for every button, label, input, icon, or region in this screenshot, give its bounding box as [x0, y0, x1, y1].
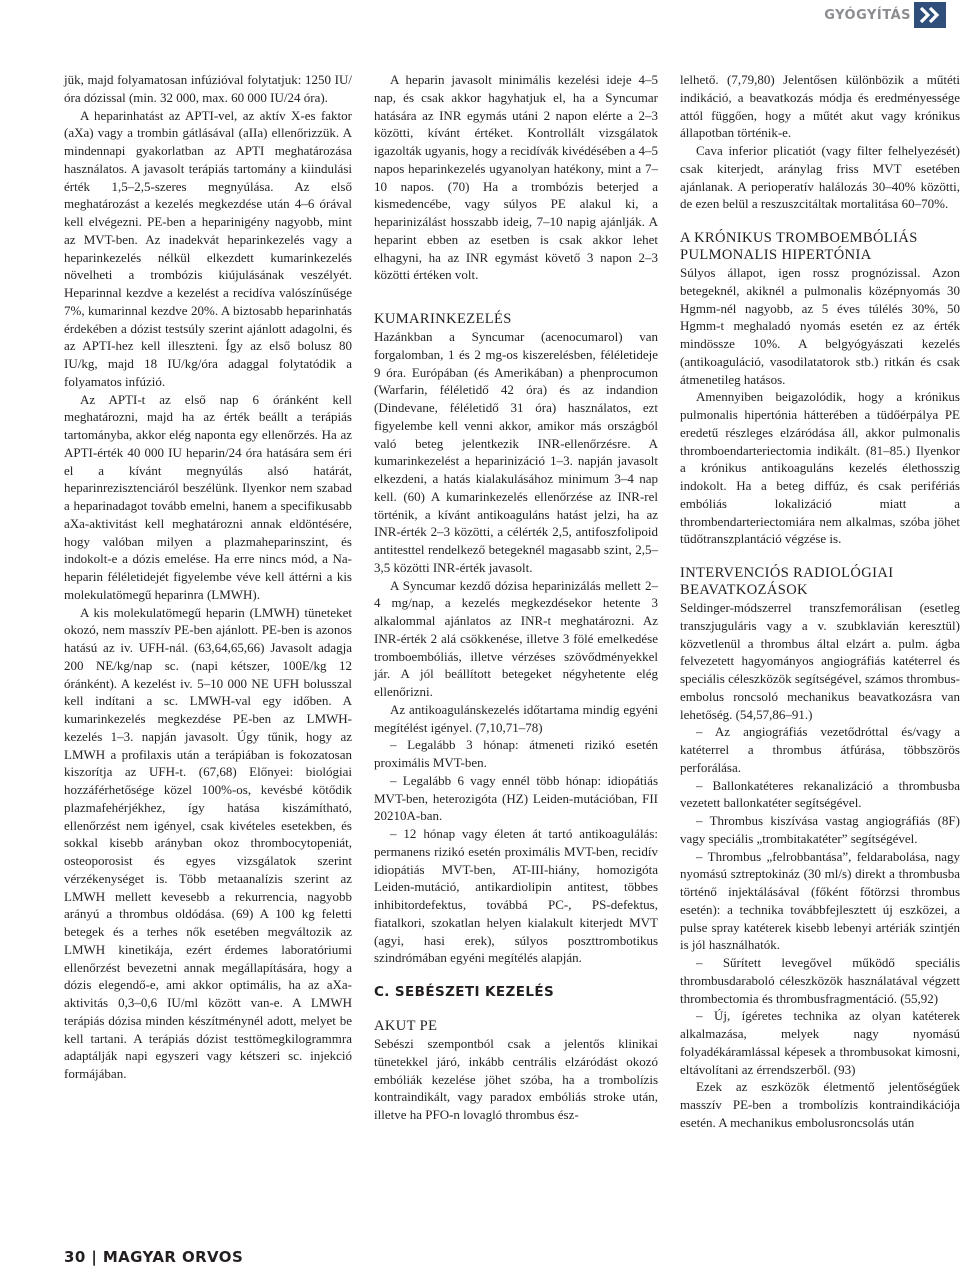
column-2: [374, 71, 658, 1124]
paragraph: Seldinger-módszerrel transzfemorálisan (esetleg transzjuguláris vagy a v. szubklavián keresztül) közvetlenül a thrombus által elzárt a. pulm. ágba felvezetett hagyományos angiográfiás katéterrel és speciális céleszközök segítségével, számos thrombus-embolus roncsoló mechanikus beavatkozásra van lehetőség. (54,57,86–91.): [680, 600, 960, 722]
list-item: – Thrombus kiszívása vastag angiográfiás (8F) vagy speciális „trombitakatéter” segítségével.: [680, 813, 960, 846]
footer-separator: |: [91, 1248, 98, 1266]
paragraph: Cava inferior plicatiót (vagy filter felhelyezését) csak kiterjedt, aránylag friss MVT esetében ajánlanak. A perioperatív halálozás 30–40% közötti, de ezen belül a reszuszcitáltak mortalitása 60–70%.: [680, 143, 960, 212]
paragraph: jük, majd folyamatosan infúzióval folytatjuk: 1250 IU/óra dózissal (min. 32 000, max. 60 000 IU/24 óra).: [64, 72, 352, 105]
heading-akut-pe: AKUT PE: [374, 1018, 438, 1034]
paragraph: A heparinhatást az APTI-vel, az aktív X-es faktor (aXa) vagy a trombin gátlásával (aIIa) ellenőrizzük. A mindennapi gyakorlatban az APTI meghatározása használatos. A javasolt terápiás tartomány a kiindulási érték 1,5–2,5-szeres megnyúlása. Az első meghatározást a kezelés megkezdése után 4–6 órával kell elvégezni. PE-ben a heparinigény nagyobb, mint az MVT-ben. Az inadekvát heparinkezelés vagy a heparinkezelés nélkül elkezdett kumarinkezelés növelheti a trombózis kiújulásának veszélyét. Heparinnal kezdve a kezelést a recidíva valószínűsége 7%, kumarinnal kezdve 20%. A biztosabb heparinhatás érdekében a dózist testsúly szerint ajánlott adagolni, és az APTI-hez kell illeszteni. Így az első bolusz 80 IU/kg, majd 18 IU/kg/óra adaggal folytatódik a folyamatos infúzió.: [64, 107, 352, 389]
heading-kumarinkezeles: KUMARINKEZELÉS: [374, 311, 512, 327]
heading-section-c: C. SEBÉSZETI KEZELÉS: [374, 984, 555, 1000]
paragraph: A heparin javasolt minimális kezelési ideje 4–5 nap, és csak akkor hagyhatjuk el, ha a Syncumar hatására az INR egymás utáni 2 napon elérte a 2–3 közötti, kívánt értéket. Kontrollált vizsgálatok igazolták ugyanis, hogy a recidívák kivédésében a 4–5 napos heparinkezelés ugyanolyan hatékony, mint a 7–10 napos. (70) Ha a trombózis beterjed a kismedencébe, vagy súlyos PE alakul ki, a heparinizálást hosszabb ideig, 7–10 napig ajánlják. A heparint ebben az esetben is csak akkor lehet elhagyni, ha az INR egymást követő 3 napon 2–3 közötti értéken volt.: [374, 72, 658, 283]
paragraph: Az APTI-t az első nap 6 óránként kell meghatározni, majd ha az érték beállt a terápiás tartományba, akkor elég naponta egy ellenőrzés. Ha az APTI-érték 40 000 IU heparin/24 óra hatására sem éri el a kívánt megnyúlás alsó határát, heparinrezisztenciáról beszélünk. Ilyenkor nem szabad a heparinadagot tovább emelni, hanem a specifikusabb aXa-aktivitást kell meghatározni annak eldöntésére, hogy valóban milyen a plazmaheparinszint, és indokolt-e a dózis emelése. Ha erre nincs mód, a Na-heparin féléletidejét figyelembe véve kell áttérni a kis molekulatömegű heparinra (LMWH).: [64, 391, 352, 602]
paragraph: A kis molekulatömegű heparin (LMWH) tüneteket okozó, nem masszív PE-ben ajánlott. PE-ben is azonos hatású az iv. UFH-nál. (63,64,65,66) Javasolt adagja 200 NE/kg/nap sc. (napi kétszer, 100E/kg 12 óránként). A kezelést iv. 5–10 000 NE UFH bolusszal kell indítani a sc. LMWH-val egy időben. A kumarinkezelés megkezdése PE-ben az LMWH-kezelés 1–3. napján javasolt. Úgy tűnik, hogy az LMWH a profilaxis után a terápiában is fokozatosan kiszorítja az UFH-t. (67,68) Előnyei: biológiai hozzáférhetősége közel 100%-os, kevésbé kötődik plazmafehérjékhez, így hatása kiszámítható, ellenőrzést nem igényel, csak kivételes esetekben, és sokkal kisebb arányban okoz thrombocytopeniát, osteoporosist és egyes vizsgálatok szerint vérzékenységet is. Több metaanalízis szerint az LMWH mellett kevesebb a rekurrencia, nagyobb arányú a thrombus oldódása. (69) A 100 kg feletti betegek és a terhes nők esetében megváltozik az LMWH kinetikája, ezért érdemes laboratóriumi ellenőrzést bevezetni annak megállapítására, hogy a dózis elegendő-e, ami akkor optimális, ha az aXa-aktivitás 0,3–0,6 IU/ml között van-e. A LMWH terápiás dózisa minden készítménynél adott, melyet be kell tartani. A terápiás dózist testtömegkilogrammra adaptálják napi egyszeri vagy kétszeri sc. injekció formájában.: [64, 604, 352, 1081]
paragraph: lelhető. (7,79,80) Jelentősen különbözik a műtéti indikáció, a beavatkozás módja és eredményessége attól függően, hogy a műtét akut vagy krónikus állapotban történik-e.: [680, 72, 960, 141]
list-item: – Sűrített levegővel működő speciális thrombusdaraboló céleszközök használatával végzett thrombectomia és thrombusfragmentáció. (55,92): [680, 955, 960, 1006]
page-footer: [64, 1248, 243, 1266]
paragraph: Az antikoagulánskezelés időtartama mindig egyéni megítélést igényel. (7,10,71–78): [374, 701, 658, 735]
list-item: – Ballonkatéteres rekanalizáció a thrombusba vezetett ballonkatéter segítségével.: [680, 777, 960, 811]
heading-intervencios-radiologiai: INTERVENCIÓS RADIOLÓGIAI BEAVATKOZÁSOK: [680, 565, 894, 598]
list-item: – Új, ígéretes technika az olyan katéterek alkalmazása, melyek nagy nyomású folyadékáramlással képesek a thrombusokat kimosni, eltávolítani az érrendszerből. (93): [680, 1008, 960, 1077]
paragraph: Amennyiben beigazolódik, hogy a krónikus pulmonalis hipertónia hátterében a tüdőérpálya PE eredetű részleges elzáródása áll, akkor pulmonalis thromboendarteriectomia indikált. (81–85.) Ilyenkor a krónikus antikoaguláns kezelés élethosszig indokolt. Ha a beteg diffúz, és csak perifériás embóliás lokalizáció miatt a thrombendarteriectomiára nem alkalmas, szóba jöhet tüdőtranszplantáció végzése is.: [680, 389, 960, 547]
paragraph: A Syncumar kezdő dózisa heparinizálás mellett 2–4 mg/nap, a kezelés megkezdésekor hetente 3 alkalommal ajánlatos az INR-t meghatározni. Az INR-érték 2 alá csökkenése, illetve 3 fölé emelkedése tromboembóliás, illetve vérzéses szövődményekkel jár. A jól beállított betegeket négyhetente elég ellenőrizni.: [374, 577, 658, 699]
list-item: – Legalább 6 vagy ennél több hónap: idiopátiás MVT-ben, heterozigóta (HZ) Leiden-mutációban, FII 20210A-ban.: [374, 772, 658, 824]
column-1: [64, 71, 352, 1083]
list-item: – 12 hónap vagy életen át tartó antikoagulálás: permanens rizikó esetén proximális MVT-ben, recidív idiopátiás MVT-ben, AT-III-hiány, homozigóta Leiden-mutáció, antikardiolipin antitest, többes inhibitordefektus, továbbá PC-, PS-defektus, fiatalkori, szokatlan helyen kialakult kiterjedt MVT (agyi, hasi erek), súlyos poszttrombotikus szindrómában egyéni megítélés alapján.: [374, 826, 658, 966]
journal-name: MAGYAR ORVOS: [102, 1248, 244, 1266]
paragraph: Ezek az eszközök életmentő jelentőségűek masszív PE-ben a trombolízis kontraindikációja esetén. A mechanikus embolusroncsolás után: [680, 1079, 960, 1130]
page-number: 30: [64, 1248, 86, 1266]
paragraph: Súlyos állapot, igen rossz prognózissal. Azon betegeknél, akiknél a pulmonalis középnyomás 30 Hgmm-nél nagyobb, az 5 éves túlélés 30%, 50 Hgmm-t meghaladó nyomás esetén ez az érték mindössze 10%. A belgyógyászati kezelés (antikoaguláció, vasodilatatorok stb.) ritkán és csak átmenetileg hatásos.: [680, 265, 960, 387]
double-chevron-right-icon: [914, 2, 946, 28]
list-item: – Az angiográfiás vezetődróttal és/vagy a katéterrel a thrombus átfúrása, többszörös perforálása.: [680, 724, 960, 775]
list-item: – Thrombus „felrobbantása”, feldarabolása, nagy nyomású sztreptokináz (30 ml/s) direkt a thrombusba történő injektálásával (főként főtörzsi thrombus esetén): a technika továbbfejlesztett új eszközei, a pulse spray katéterek kisebb lebenyi artériák szintjén is jól használhatók.: [680, 848, 960, 953]
paragraph: Hazánkban a Syncumar (acenocumarol) van forgalomban, 1 és 2 mg-os kiszerelésben, féléletideje 9 óra. Európában (és Amerikában) a phenprocumon (Warfarin, féléletidő 42 óra) és az indandion (Dindevane, féléletidő 31 óra) használatos, ezt figyelembe kell venni akkor, amikor más országból való beteg jelentkezik INR-ellenőrzésre. A kumarinkezelést a heparinizáció 1–3. napján javasolt elkezdeni, a hatás kialakulásához minimum 3–4 nap kell. (60) A kumarinkezelés ellenőrzése az INR-rel történik, a kívánt antikoaguláns hatást jelzi, ha az INR-érték 2–3 közötti, a célérték 2,5, antifoszfolipoid antitesttel rendelkező betegeknél magasabb szint, 2,5–3,5 közötti INR-érték javasolt.: [374, 329, 658, 575]
section-header: [824, 2, 946, 28]
section-label: GYÓGYÍTÁS: [824, 7, 911, 23]
paragraph: Sebészi szempontból csak a jelentős klinikai tünetekkel járó, inkább centrális elzáródást okozó embóliák kezelése jöhet szóba, ha a trombolízis kontraindikált, vagy paradox embóliás stroke után, illetve ha PFO-n lovagló thrombus ész-: [374, 1036, 658, 1122]
list-item: – Legalább 3 hónap: átmeneti rizikó esetén proximális MVT-ben.: [374, 737, 658, 770]
column-3: [680, 71, 960, 1132]
heading-cteph: A KRÓNIKUS TROMBOEMBÓLIÁS PULMONALIS HIPERTÓNIA: [680, 230, 918, 263]
